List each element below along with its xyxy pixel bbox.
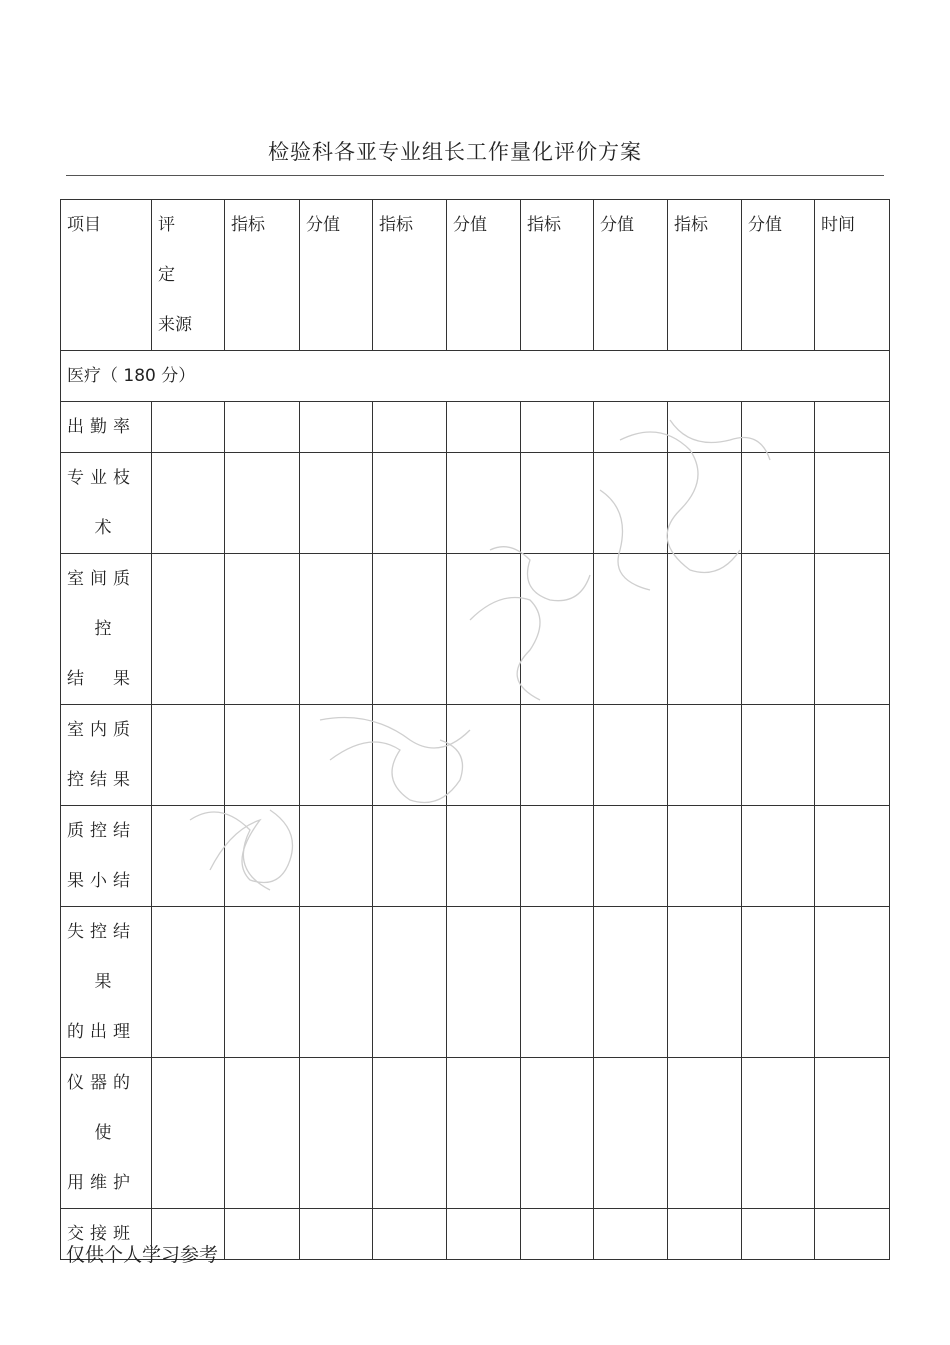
row-item-label bbox=[61, 907, 152, 1058]
header-indicator-3: 指标 bbox=[521, 200, 594, 351]
blank-cell bbox=[815, 705, 890, 806]
row-item-label bbox=[61, 554, 152, 705]
header-score-4: 分值 bbox=[742, 200, 815, 351]
header-source bbox=[152, 200, 225, 351]
blank-cell bbox=[300, 554, 373, 705]
blank-cell bbox=[668, 402, 742, 453]
blank-cell bbox=[152, 402, 225, 453]
row-item-line: 用维护 bbox=[67, 1173, 136, 1193]
table-row bbox=[61, 554, 890, 705]
blank-cell bbox=[225, 1209, 300, 1260]
header-row bbox=[61, 200, 890, 351]
blank-cell bbox=[668, 1058, 742, 1209]
blank-cell bbox=[152, 806, 225, 907]
blank-cell bbox=[300, 1058, 373, 1209]
blank-cell bbox=[225, 1058, 300, 1209]
row-item-line: 的出理 bbox=[67, 1022, 136, 1042]
blank-cell bbox=[594, 1209, 668, 1260]
header-source-char-1: 评 bbox=[158, 215, 175, 235]
table-row bbox=[61, 806, 890, 907]
row-item-line: 质控结 bbox=[67, 821, 136, 841]
blank-cell bbox=[742, 1209, 815, 1260]
blank-cell bbox=[742, 453, 815, 554]
row-item-line: 仪器的 bbox=[67, 1073, 136, 1093]
blank-cell bbox=[373, 705, 447, 806]
section-row bbox=[61, 351, 890, 402]
blank-cell bbox=[447, 806, 521, 907]
blank-cell bbox=[152, 554, 225, 705]
header-indicator-4: 指标 bbox=[668, 200, 742, 351]
blank-cell bbox=[521, 453, 594, 554]
header-score-1: 分值 bbox=[300, 200, 373, 351]
table-row bbox=[61, 453, 890, 554]
blank-cell bbox=[300, 806, 373, 907]
title-underline bbox=[66, 175, 884, 176]
row-item-line: 果 bbox=[94, 972, 118, 992]
header-item: 项目 bbox=[61, 200, 152, 351]
blank-cell bbox=[521, 1209, 594, 1260]
row-item-label bbox=[61, 1058, 152, 1209]
footer-note: 仅供个人学习参考 bbox=[66, 1244, 219, 1266]
row-item-line: 使 bbox=[94, 1123, 118, 1143]
evaluation-table bbox=[60, 199, 890, 1260]
blank-cell bbox=[373, 1209, 447, 1260]
blank-cell bbox=[521, 402, 594, 453]
header-time: 时间 bbox=[815, 200, 890, 351]
row-item-line: 交接班 bbox=[67, 1224, 136, 1244]
blank-cell bbox=[815, 402, 890, 453]
blank-cell bbox=[447, 453, 521, 554]
blank-cell bbox=[742, 907, 815, 1058]
blank-cell bbox=[373, 402, 447, 453]
blank-cell bbox=[742, 705, 815, 806]
blank-cell bbox=[668, 806, 742, 907]
row-item-line: 失控结 bbox=[67, 922, 136, 942]
blank-cell bbox=[152, 907, 225, 1058]
table-row bbox=[61, 907, 890, 1058]
blank-cell bbox=[742, 806, 815, 907]
blank-cell bbox=[373, 453, 447, 554]
header-source-char-3: 来源 bbox=[158, 315, 192, 335]
blank-cell bbox=[815, 907, 890, 1058]
blank-cell bbox=[300, 1209, 373, 1260]
blank-cell bbox=[594, 402, 668, 453]
blank-cell bbox=[815, 453, 890, 554]
blank-cell bbox=[225, 554, 300, 705]
row-item-label bbox=[61, 453, 152, 554]
row-item-line: 专业枝 bbox=[67, 468, 136, 488]
header-source-char-2: 定 bbox=[158, 265, 175, 285]
blank-cell bbox=[152, 705, 225, 806]
blank-cell bbox=[815, 806, 890, 907]
blank-cell bbox=[225, 402, 300, 453]
blank-cell bbox=[447, 402, 521, 453]
blank-cell bbox=[300, 705, 373, 806]
blank-cell bbox=[594, 453, 668, 554]
blank-cell bbox=[447, 705, 521, 806]
table-row bbox=[61, 1058, 890, 1209]
blank-cell bbox=[742, 1058, 815, 1209]
blank-cell bbox=[521, 806, 594, 907]
row-item-line: 果小结 bbox=[67, 871, 136, 891]
blank-cell bbox=[225, 453, 300, 554]
table-body bbox=[61, 402, 890, 1260]
header-indicator-1: 指标 bbox=[225, 200, 300, 351]
blank-cell bbox=[668, 554, 742, 705]
table-row bbox=[61, 402, 890, 453]
blank-cell bbox=[225, 705, 300, 806]
blank-cell bbox=[300, 402, 373, 453]
blank-cell bbox=[668, 705, 742, 806]
header-score-3: 分值 bbox=[594, 200, 668, 351]
blank-cell bbox=[225, 907, 300, 1058]
table-row bbox=[61, 705, 890, 806]
blank-cell bbox=[668, 907, 742, 1058]
blank-cell bbox=[521, 907, 594, 1058]
blank-cell bbox=[594, 554, 668, 705]
blank-cell bbox=[373, 907, 447, 1058]
blank-cell bbox=[521, 554, 594, 705]
blank-cell bbox=[521, 705, 594, 806]
row-item-line: 结 果 bbox=[67, 669, 136, 689]
section-label: 医疗（ 180 分） bbox=[61, 351, 890, 402]
row-item-label bbox=[61, 705, 152, 806]
blank-cell bbox=[225, 806, 300, 907]
row-item-label bbox=[61, 402, 152, 453]
blank-cell bbox=[668, 1209, 742, 1260]
blank-cell bbox=[152, 1058, 225, 1209]
blank-cell bbox=[447, 907, 521, 1058]
blank-cell bbox=[815, 1058, 890, 1209]
blank-cell bbox=[447, 1058, 521, 1209]
blank-cell bbox=[152, 453, 225, 554]
blank-cell bbox=[815, 1209, 890, 1260]
blank-cell bbox=[300, 453, 373, 554]
blank-cell bbox=[447, 1209, 521, 1260]
blank-cell bbox=[373, 806, 447, 907]
blank-cell bbox=[594, 806, 668, 907]
blank-cell bbox=[447, 554, 521, 705]
blank-cell bbox=[373, 1058, 447, 1209]
blank-cell bbox=[594, 705, 668, 806]
blank-cell bbox=[300, 907, 373, 1058]
row-item-line: 控 bbox=[94, 619, 118, 639]
row-item-line: 室内质 bbox=[67, 720, 136, 740]
blank-cell bbox=[521, 1058, 594, 1209]
blank-cell bbox=[594, 907, 668, 1058]
row-item-line: 出勤率 bbox=[67, 417, 136, 437]
document-title: 检验科各亚专业组长工作量化评价方案 bbox=[268, 140, 642, 164]
row-item-line: 控结果 bbox=[67, 770, 136, 790]
row-item-line: 术 bbox=[94, 518, 118, 538]
blank-cell bbox=[594, 1058, 668, 1209]
blank-cell bbox=[815, 554, 890, 705]
header-indicator-2: 指标 bbox=[373, 200, 447, 351]
blank-cell bbox=[373, 554, 447, 705]
header-score-2: 分值 bbox=[447, 200, 521, 351]
blank-cell bbox=[742, 402, 815, 453]
row-item-label bbox=[61, 806, 152, 907]
row-item-line: 室间质 bbox=[67, 569, 136, 589]
blank-cell bbox=[668, 453, 742, 554]
blank-cell bbox=[742, 554, 815, 705]
